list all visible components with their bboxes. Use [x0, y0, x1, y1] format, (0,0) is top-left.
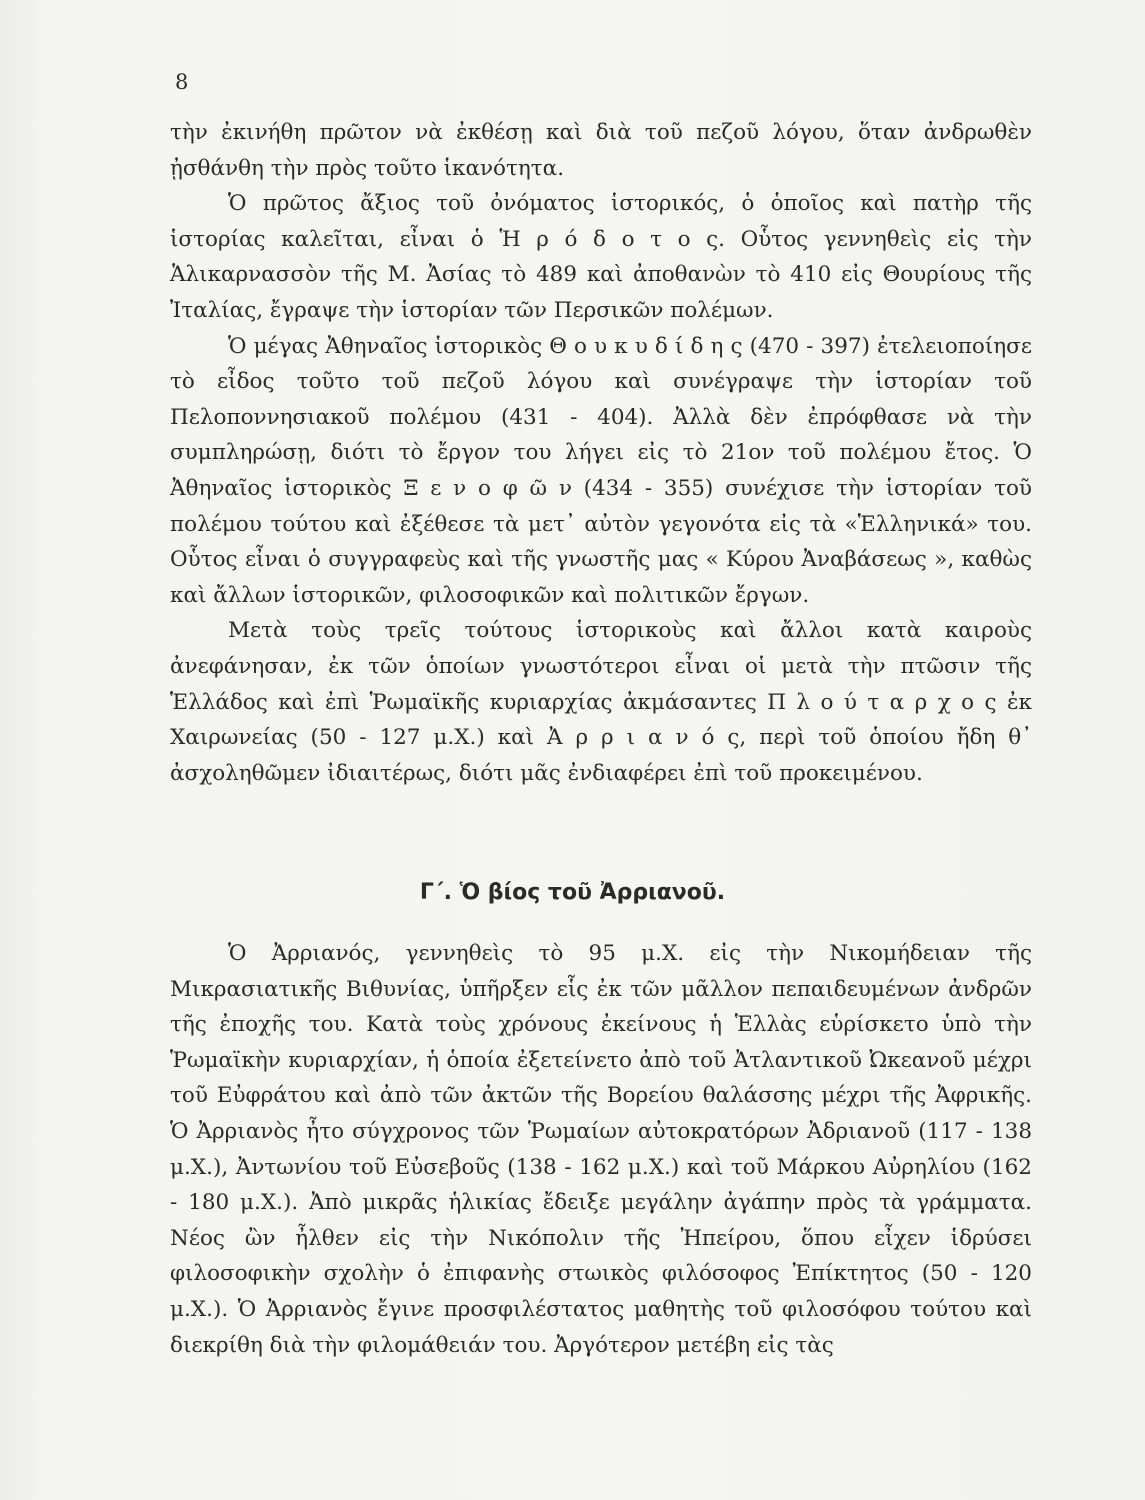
- section-heading: Γ΄. Ὁ βίος τοῦ Ἀρριανοῦ.: [419, 880, 726, 905]
- paragraph: Ὁ πρῶτος ἄξιος τοῦ ὀνόματος ἱστορικός, ὁ ὁποῖος καὶ πατὴρ τῆς ἱστορίας καλεῖται, εἶναι ὁ Ἡ ρ ό δ ο τ ο ς. Οὗτος γεννηθεὶς εἰς τὴν Ἁλικαρνασσὸν τῆς Μ. Ἀσίας τὸ 489 καὶ ἀποθανὼν τὸ 410 εἰς Θουρίους τῆς Ἰταλίας, ἔγραψε τὴν ἱστορίαν τῶν Περσικῶν πολέμων.: [170, 191, 1032, 323]
- paragraph: Μετὰ τοὺς τρεῖς τούτους ἱστορικοὺς καὶ ἄλλοι κατὰ καιροὺς ἀνεφάνησαν, ἐκ τῶν ὁποίων γνωστότεροι εἶναι οἱ μετὰ τὴν πτῶσιν τῆς Ἑλλάδος καὶ ἐπὶ Ῥωμαϊκῆς κυριαρχίας ἀκμάσαντες Π λ ο ύ τ α ρ χ ο ς ἐκ Χαιρωνείας (50 - 127 μ.Χ.) καὶ Ἀ ρ ρ ι α ν ό ς, περὶ τοῦ ὁποίου ἤδη θ᾽ ἀσχοληθῶμεν ἰδιαιτέρως, διότι μᾶς ἐνδιαφέρει ἐπὶ τοῦ προκειμένου.: [170, 618, 1032, 786]
- paragraph: Ὁ μέγας Ἀθηναῖος ἱστορικὸς Θ ο υ κ υ δ ί δ η ς (470 - 397) ἐτελειοποίησε τὸ εἶδος τοῦτο τοῦ πεζοῦ λόγου καὶ συνέγραψε τὴν ἱστορίαν τοῦ Πελοποννησιακοῦ πολέμου (431 - 404). Ἀλλὰ δὲν ἐπρόφθασε νὰ τὴν συμπληρώσῃ, διότι τὸ ἔργον του λήγει εἰς τὸ 21ον τοῦ πολέμου ἔτος. Ὁ Ἀθηναῖος ἱστορικὸς Ξ ε ν ο φ ῶ ν (434 - 355) συνέχισε τὴν ἱστορίαν τοῦ πολέμου τούτου καὶ ἐξέθεσε τὰ μετ᾽ αὐτὸν γεγονότα εἰς τὰ «Ἑλληνικά» του. Οὗτος εἶναι ὁ συγγραφεὺς καὶ τῆς γνωστῆς μας « Κύρου Ἀναβάσεως », καθὼς καὶ ἄλλων ἱστορικῶν, φιλοσοφικῶν καὶ πολιτικῶν ἔργων.: [170, 333, 1032, 608]
- body-text-top: [170, 115, 1032, 791]
- paragraph: Ὁ Ἀρριανός, γεννηθεὶς τὸ 95 μ.Χ. εἰς τὴν Νικομήδειαν τῆς Μικρασιατικῆς Βιθυνίας, ὑπῆρξεν εἷς ἐκ τῶν μᾶλλον πεπαιδευμένων ἀνδρῶν τῆς ἐποχῆς του. Κατὰ τοὺς χρόνους ἐκείνους ἡ Ἑλλὰς εὑρίσκετο ὑπὸ τὴν Ῥωμαϊκὴν κυριαρχίαν, ἡ ὁποία ἐξετείνετο ἀπὸ τοῦ Ἀτλαντικοῦ Ὠκεανοῦ μέχρι τοῦ Εὐφράτου καὶ ἀπὸ τῶν ἀκτῶν τῆς Βορείου θαλάσσης μέχρι τῆς Ἀφρικῆς. Ὁ Ἀρριανὸς ἦτο σύγχρονος τῶν Ῥωμαίων αὐτοκρατόρων Ἀδριανοῦ (117 - 138 μ.Χ.), Ἀντωνίου τοῦ Εὐσεβοῦς (138 - 162 μ.Χ.) καὶ τοῦ Μάρκου Αὐρηλίου (162 - 180 μ.Χ.). Ἀπὸ μικρᾶς ἡλικίας ἔδειξε μεγάλην ἀγάπην πρὸς τὰ γράμματα. Νέος ὢν ἦλθεν εἰς τὴν Νικόπολιν τῆς Ἠπείρου, ὅπου εἶχεν ἱδρύσει φιλοσοφικὴν σχολὴν ὁ ἐπιφανὴς στωικὸς φιλόσοφος Ἐπίκτητος (50 - 120 μ.Χ.). Ὁ Ἀρριανὸς ἔγινε προσφιλέστατος μαθητὴς τοῦ φιλοσόφου τούτου καὶ διεκρίθη διὰ τὴν φιλομάθειάν του. Ἀργότερον μετέβη εἰς τὰς: [170, 941, 1032, 1358]
- page-number: 8: [175, 70, 189, 94]
- body-text-bottom: [170, 936, 1032, 1363]
- paragraph: τὴν ἐκινήθη πρῶτον νὰ ἐκθέσῃ καὶ διὰ τοῦ πεζοῦ λόγου, ὅταν ἀνδρωθὲν ᾐσθάνθη τὴν πρὸς τοῦτο ἱκανότητα.: [170, 120, 1032, 181]
